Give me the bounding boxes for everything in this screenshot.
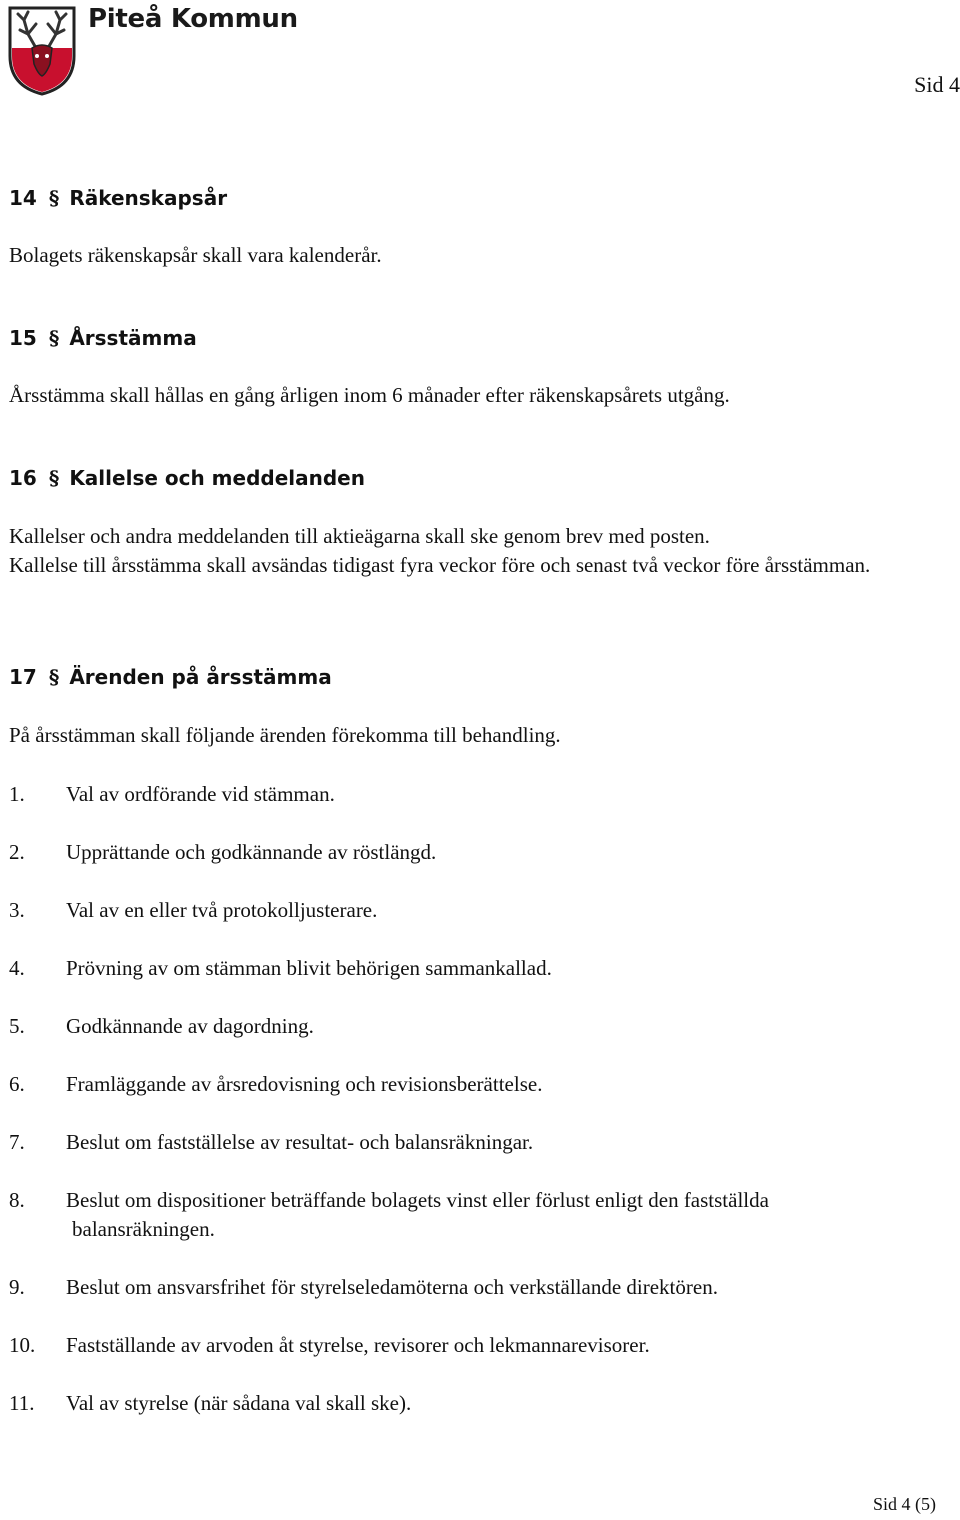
- list-item: [9, 896, 939, 925]
- list-item-text: Framläggande av årsredovisning och revisionsberättelse.: [66, 1072, 543, 1096]
- list-item-number: 10.: [9, 1333, 36, 1357]
- paragraph-symbol: §: [48, 466, 60, 490]
- list-item-text-wrapper: [66, 1186, 939, 1244]
- list-item: [9, 1331, 939, 1360]
- section-number: 14: [9, 186, 37, 210]
- list-item-number: 1.: [9, 782, 25, 806]
- list-item-number: 11.: [9, 1391, 35, 1415]
- section-title: Kallelse och meddelanden: [69, 466, 365, 490]
- list-item-number: 3.: [9, 898, 25, 922]
- list-item: [9, 1070, 939, 1099]
- paragraph-symbol: §: [48, 326, 60, 350]
- section-number: 17: [9, 665, 37, 689]
- section-16-line-1: Kallelser och andra meddelanden till aktieägarna skall ske genom brev med posten.: [9, 524, 710, 548]
- section-17-paragraph: På årsstämman skall följande ärenden förekomma till behandling.: [9, 723, 561, 747]
- list-item: [9, 780, 939, 809]
- section-16-heading: [9, 466, 365, 490]
- section-15-paragraph: Årsstämma skall hållas en gång årligen inom 6 månader efter räkenskapsårets utgång.: [9, 383, 730, 407]
- list-item-text: Fastställande av arvoden åt styrelse, revisorer och lekmannarevisorer.: [66, 1333, 650, 1357]
- section-16-line-2: Kallelse till årsstämma skall avsändas tidigast fyra veckor före och senast två veckor före årsstämman.: [9, 553, 871, 577]
- list-item: [9, 1389, 939, 1418]
- list-item-number: 4.: [9, 956, 25, 980]
- section-15-heading: [9, 326, 197, 350]
- list-item: [9, 1128, 939, 1157]
- section-14-heading: [9, 186, 227, 210]
- list-item-number: 7.: [9, 1130, 25, 1154]
- list-item-text: Prövning av om stämman blivit behörigen sammankallad.: [66, 956, 552, 980]
- section-title: Räkenskapsår: [69, 186, 228, 210]
- reindeer-coat-of-arms-icon: [6, 4, 78, 96]
- list-item: [9, 1186, 939, 1244]
- section-number: 15: [9, 326, 37, 350]
- section-14-paragraph: Bolagets räkenskapsår skall vara kalenderår.: [9, 243, 382, 267]
- list-item-number: 2.: [9, 840, 25, 864]
- brand-name: Piteå Kommun: [88, 4, 298, 34]
- page-number-bottom: Sid 4 (5): [873, 1494, 936, 1514]
- page-number-top: Sid 4: [914, 72, 960, 97]
- paragraph-symbol: §: [48, 665, 60, 689]
- section-title: Ärenden på årsstämma: [69, 665, 332, 689]
- list-item-text: Beslut om ansvarsfrihet för styrelseledamöterna och verkställande direktören.: [66, 1275, 718, 1299]
- section-number: 16: [9, 466, 37, 490]
- list-item-text: Godkännande av dagordning.: [66, 1014, 314, 1038]
- section-17-heading: [9, 665, 332, 689]
- municipality-logo: [6, 4, 78, 96]
- list-item-text: Upprättande och godkännande av röstlängd.: [66, 840, 437, 864]
- section-16-paragraph: [9, 522, 939, 580]
- list-item: [9, 838, 939, 867]
- list-item: [9, 1012, 939, 1041]
- list-item-text: Val av en eller två protokolljusterare.: [66, 898, 378, 922]
- list-item-text-continued: balansräkningen.: [72, 1217, 215, 1241]
- list-item-number: 6.: [9, 1072, 25, 1096]
- paragraph-symbol: §: [48, 186, 60, 210]
- list-item-number: 8.: [9, 1188, 25, 1212]
- list-item-text: Beslut om dispositioner beträffande bolagets vinst eller förlust enligt den fastställda: [66, 1188, 769, 1212]
- list-item: [9, 1273, 939, 1302]
- list-item-number: 9.: [9, 1275, 25, 1299]
- agenda-list: [9, 780, 939, 1447]
- section-title: Årsstämma: [69, 326, 197, 350]
- list-item: [9, 954, 939, 983]
- list-item-text: Val av styrelse (när sådana val skall ske).: [66, 1391, 412, 1415]
- list-item-text: Beslut om fastställelse av resultat- och balansräkningar.: [66, 1130, 534, 1154]
- list-item-number: 5.: [9, 1014, 25, 1038]
- list-item-text: Val av ordförande vid stämman.: [66, 782, 335, 806]
